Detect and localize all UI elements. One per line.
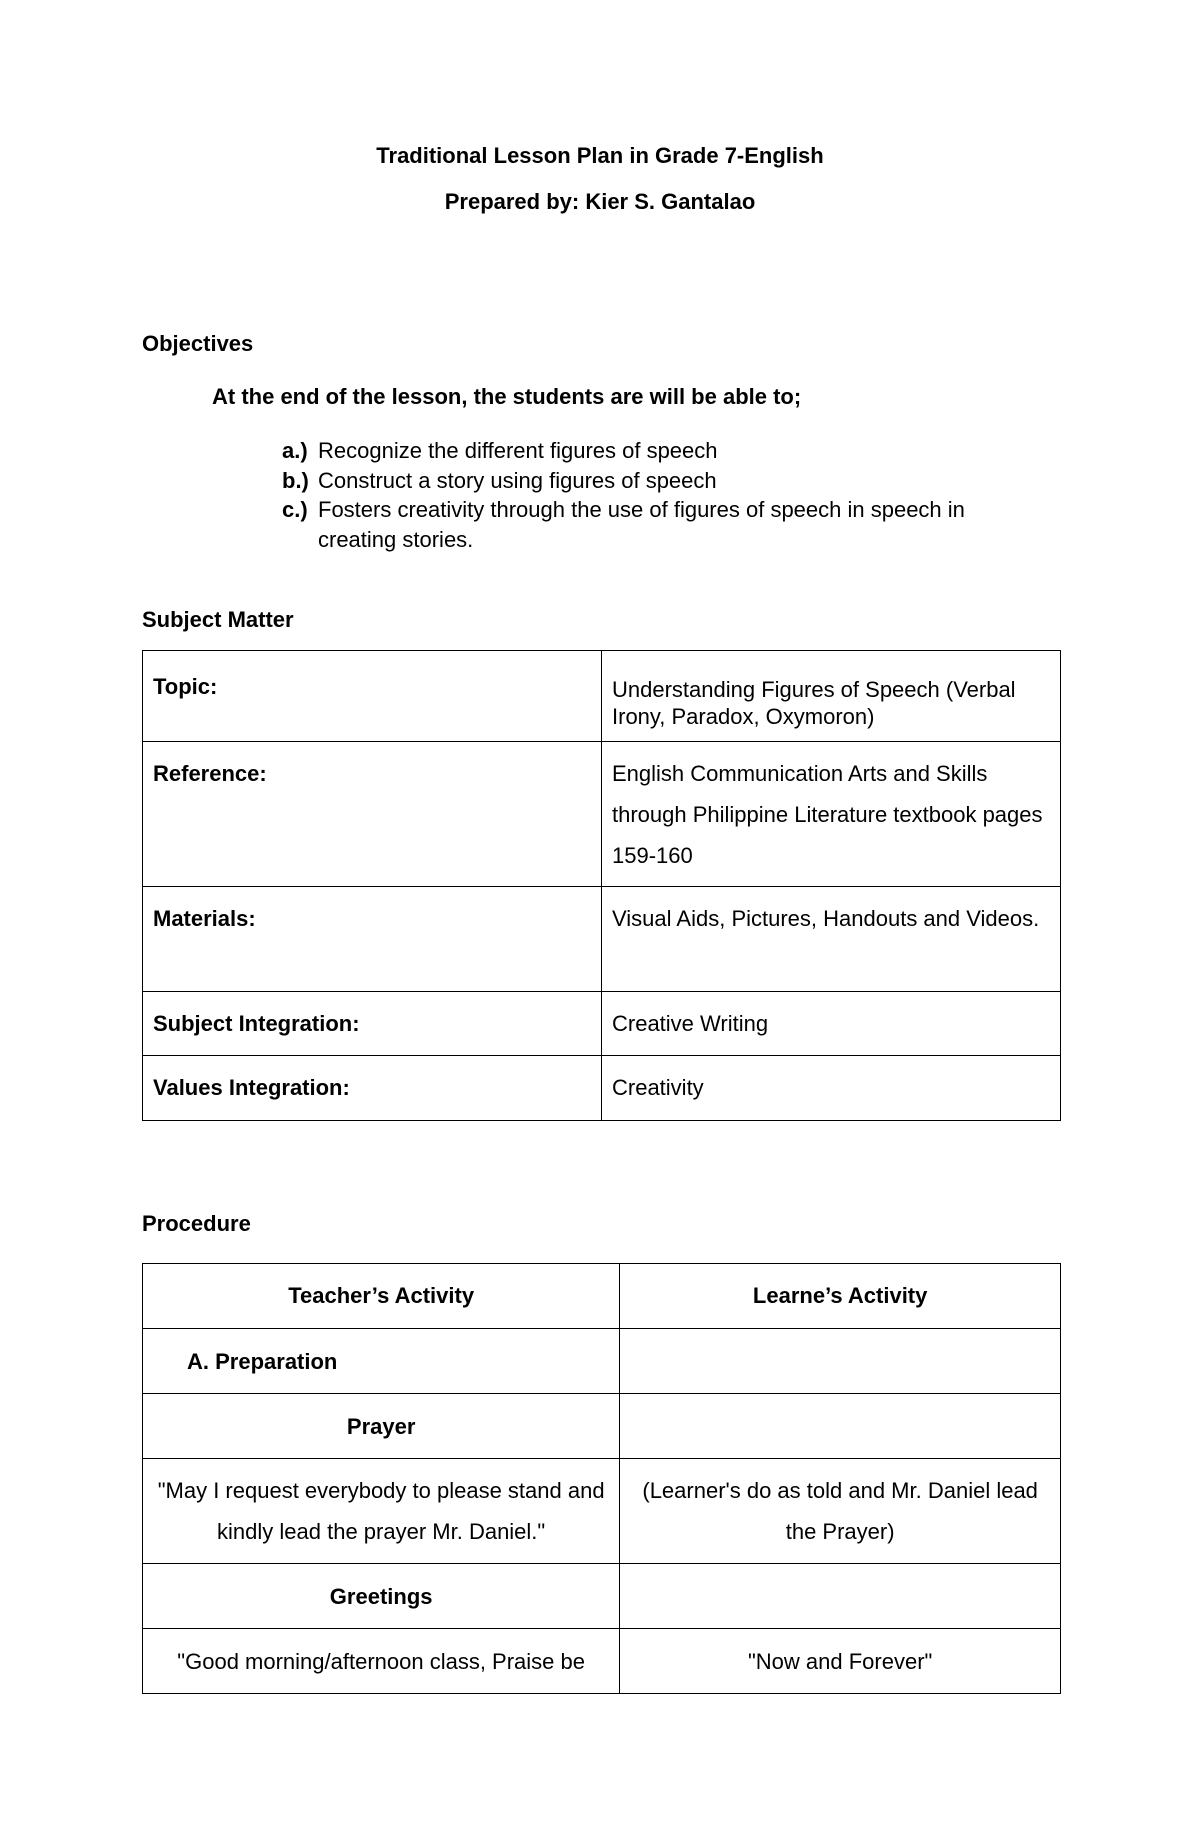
subject-integration-value: Creative Writing bbox=[602, 992, 1061, 1056]
topic-value: Understanding Figures of Speech (Verbal Irony, Paradox, Oxymoron) bbox=[602, 651, 1061, 742]
prayer-teacher-text: "May I request everybody to please stand and kindly lead the prayer Mr. Daniel." bbox=[143, 1459, 620, 1564]
reference-label: Reference: bbox=[143, 742, 602, 887]
table-row bbox=[143, 887, 1061, 992]
teacher-activity-header: Teacher’s Activity bbox=[143, 1264, 620, 1329]
table-row bbox=[143, 992, 1061, 1056]
greetings-label: Greetings bbox=[143, 1564, 620, 1629]
empty-cell bbox=[620, 1329, 1061, 1394]
objectives-list bbox=[282, 436, 1042, 554]
topic-label: Topic: bbox=[143, 651, 602, 742]
empty-cell bbox=[620, 1564, 1061, 1629]
greet-learner-text: "Now and Forever" bbox=[620, 1629, 1061, 1694]
table-row bbox=[143, 1329, 1061, 1394]
objective-text: Fosters creativity through the use of figures of speech in speech in creating stories. bbox=[318, 497, 965, 552]
objective-marker: b.) bbox=[282, 467, 309, 493]
table-row bbox=[143, 1056, 1061, 1121]
prayer-label: Prayer bbox=[143, 1394, 620, 1459]
table-row bbox=[143, 1564, 1061, 1629]
values-integration-value: Creativity bbox=[602, 1056, 1061, 1121]
objectives-intro: At the end of the lesson, the students are will be able to; bbox=[212, 384, 802, 409]
objective-text: Recognize the different figures of speech bbox=[318, 438, 718, 463]
document-title: Traditional Lesson Plan in Grade 7-English bbox=[376, 143, 824, 168]
materials-value: Visual Aids, Pictures, Handouts and Videos. bbox=[602, 887, 1061, 992]
subject-integration-label: Subject Integration: bbox=[143, 992, 602, 1056]
learner-activity-header: Learne’s Activity bbox=[620, 1264, 1061, 1329]
table-row bbox=[143, 1459, 1061, 1564]
procedure-table bbox=[142, 1263, 1061, 1694]
procedure-heading: Procedure bbox=[142, 1211, 251, 1236]
objective-marker: a.) bbox=[282, 438, 308, 463]
objective-item bbox=[282, 436, 1042, 466]
objective-text: Construct a story using figures of speech bbox=[318, 467, 717, 493]
table-row bbox=[143, 742, 1061, 887]
objective-marker: c.) bbox=[282, 497, 308, 522]
values-integration-label: Values Integration: bbox=[143, 1056, 602, 1121]
empty-cell bbox=[620, 1394, 1061, 1459]
materials-label: Materials: bbox=[143, 887, 602, 992]
reference-value: English Communication Arts and Skills through Philippine Literature textbook pages 159-160 bbox=[602, 742, 1061, 887]
table-row bbox=[143, 651, 1061, 742]
preparation-label: A. Preparation bbox=[143, 1329, 620, 1394]
table-header-row bbox=[143, 1264, 1061, 1329]
table-row bbox=[143, 1629, 1061, 1694]
prepared-by: Prepared by: Kier S. Gantalao bbox=[444, 189, 756, 214]
greet-teacher-text: "Good morning/afternoon class, Praise be bbox=[143, 1629, 620, 1694]
objectives-heading: Objectives bbox=[142, 331, 254, 356]
table-row bbox=[143, 1394, 1061, 1459]
prayer-learner-text: (Learner's do as told and Mr. Daniel lead the Prayer) bbox=[620, 1459, 1061, 1564]
subject-matter-table bbox=[142, 650, 1061, 1121]
subject-matter-heading: Subject Matter bbox=[142, 607, 294, 632]
objective-item bbox=[282, 495, 1042, 554]
objective-item bbox=[282, 466, 1042, 496]
